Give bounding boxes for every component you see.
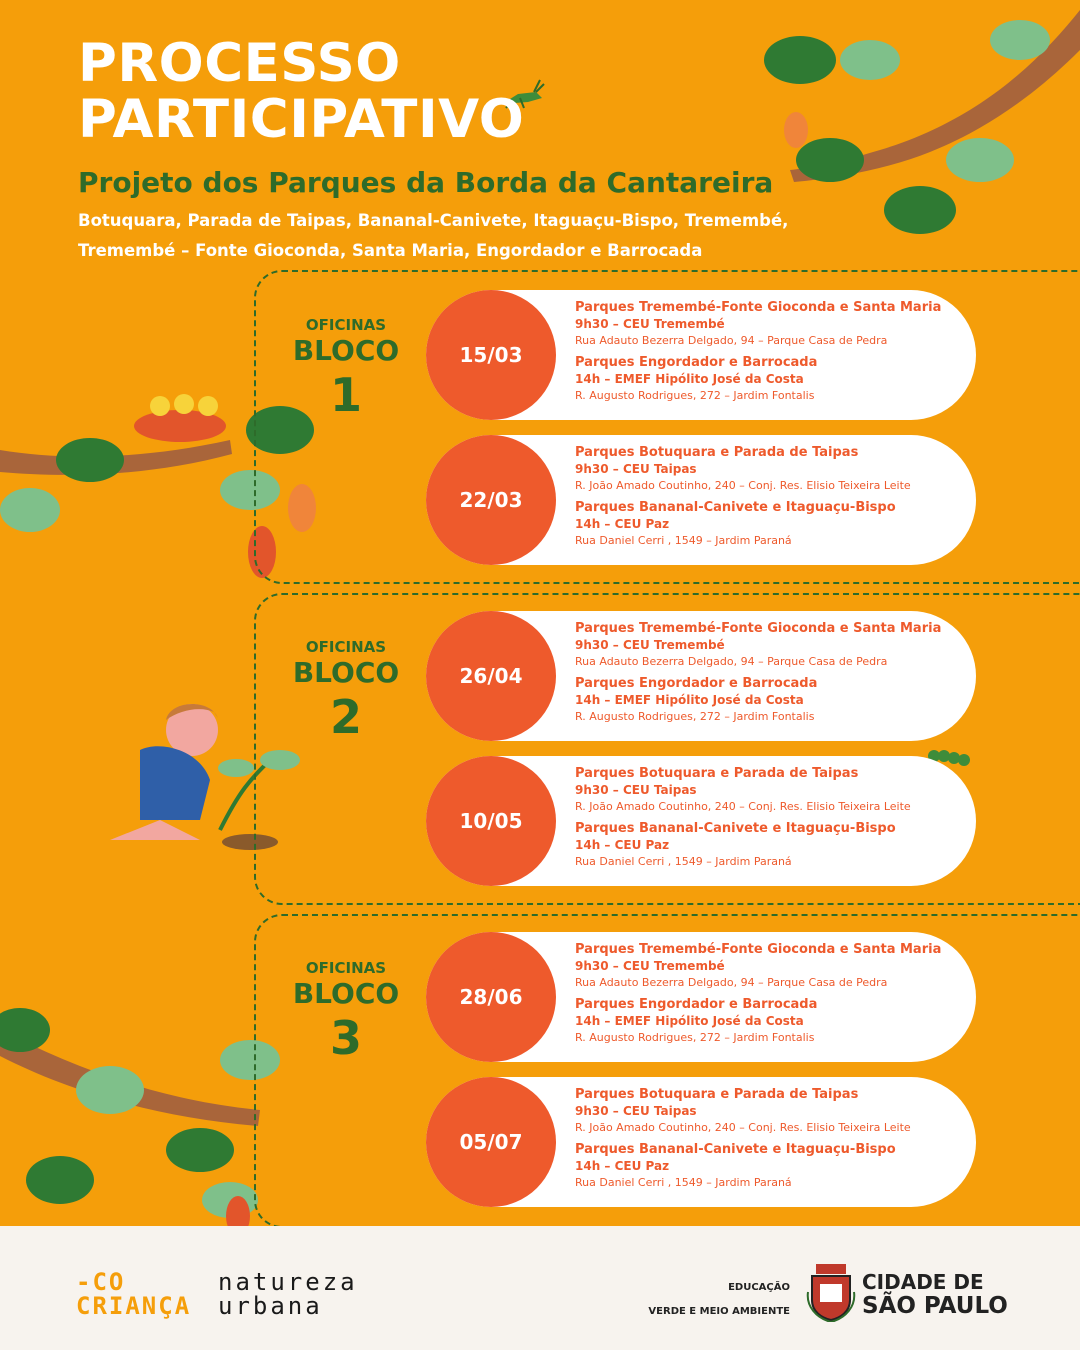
date-card-15-03 — [426, 290, 976, 420]
date-badge: 22/03 — [426, 435, 556, 565]
date-badge: 15/03 — [426, 290, 556, 420]
event-item — [575, 1086, 965, 1136]
bloco-number: 2 — [329, 690, 362, 744]
natureza-logo-line-1: natureza — [218, 1268, 358, 1296]
date-card-05-07 — [426, 1077, 976, 1207]
event-list — [575, 299, 965, 409]
city-line-1: CIDADE DE — [862, 1270, 984, 1294]
event-time: 9h30 – CEU Tremembé — [575, 638, 725, 652]
date-card-26-04 — [426, 611, 976, 741]
event-name: Parques Engordador e Barrocada — [575, 997, 818, 1012]
event-address: R. João Amado Coutinho, 240 – Conj. Res. Elisio Teixeira Leite — [575, 479, 911, 492]
event-name: Parques Botuquara e Parada de Taipas — [575, 445, 859, 460]
event-address: R. Augusto Rodrigues, 272 – Jardim Fontalis — [575, 1031, 815, 1044]
bloco-label-big: BLOCO — [292, 977, 400, 1010]
event-time: 9h30 – CEU Taipas — [575, 1104, 697, 1118]
event-time: 9h30 – CEU Taipas — [575, 462, 697, 476]
event-name: Parques Tremembé-Fonte Gioconda e Santa Maria — [575, 300, 942, 315]
event-name: Parques Bananal-Canivete e Itaguaçu-Bispo — [575, 500, 896, 515]
event-address: Rua Daniel Cerri , 1549 – Jardim Paraná — [575, 534, 792, 547]
secretaria-verde-meio-ambiente: VERDE E MEIO AMBIENTE — [648, 1306, 790, 1317]
cocrianca-logo-line-1: -CO — [76, 1268, 126, 1296]
bloco-label-big: BLOCO — [292, 334, 400, 367]
event-name: Parques Tremembé-Fonte Gioconda e Santa Maria — [575, 942, 942, 957]
bloco-1-label — [286, 316, 406, 422]
event-time: 9h30 – CEU Tremembé — [575, 959, 725, 973]
event-item — [575, 1141, 965, 1191]
parks-line-2: Tremembé – Fonte Gioconda, Santa Maria, Engordador e Barrocada — [78, 241, 703, 260]
event-name: Parques Tremembé-Fonte Gioconda e Santa Maria — [575, 621, 942, 636]
event-address: R. João Amado Coutinho, 240 – Conj. Res. Elisio Teixeira Leite — [575, 1121, 911, 1134]
cocrianca-logo — [76, 1270, 191, 1318]
city-logo — [862, 1270, 1008, 1318]
natureza-logo-line-2: urbana — [218, 1292, 323, 1320]
event-item — [575, 354, 965, 404]
page-title — [78, 33, 525, 150]
event-address: Rua Daniel Cerri , 1549 – Jardim Paraná — [575, 855, 792, 868]
event-list — [575, 941, 965, 1051]
event-name: Parques Bananal-Canivete e Itaguaçu-Bispo — [575, 1142, 896, 1157]
event-item — [575, 620, 965, 670]
event-item — [575, 499, 965, 549]
bloco-label-small: OFICINAS — [305, 638, 387, 656]
date-badge: 10/05 — [426, 756, 556, 886]
event-time: 14h – CEU Paz — [575, 838, 670, 852]
date-card-28-06 — [426, 932, 976, 1062]
event-item — [575, 941, 965, 991]
event-time: 14h – EMEF Hipólito José da Costa — [575, 1014, 804, 1028]
event-item — [575, 444, 965, 494]
event-item — [575, 765, 965, 815]
event-item — [575, 299, 965, 349]
event-address: R. Augusto Rodrigues, 272 – Jardim Fontalis — [575, 710, 815, 723]
bloco-number: 1 — [329, 368, 362, 422]
event-name: Parques Engordador e Barrocada — [575, 676, 818, 691]
bloco-3-label — [286, 959, 406, 1065]
event-time: 9h30 – CEU Taipas — [575, 783, 697, 797]
bloco-label-big: BLOCO — [292, 656, 400, 689]
event-name: Parques Botuquara e Parada de Taipas — [575, 1087, 859, 1102]
date-card-22-03 — [426, 435, 976, 565]
event-name: Parques Engordador e Barrocada — [575, 355, 818, 370]
event-list — [575, 1086, 965, 1196]
page-subtitle: Projeto dos Parques da Borda da Cantareira — [78, 166, 774, 199]
event-list — [575, 765, 965, 875]
title-line-1: PROCESSO — [78, 33, 401, 94]
event-address: Rua Adauto Bezerra Delgado, 94 – Parque Casa de Pedra — [575, 334, 888, 347]
event-address: R. João Amado Coutinho, 240 – Conj. Res. Elisio Teixeira Leite — [575, 800, 911, 813]
event-time: 14h – EMEF Hipólito José da Costa — [575, 372, 804, 386]
title-line-2: PARTICIPATIVO — [78, 89, 525, 150]
event-address: Rua Adauto Bezerra Delgado, 94 – Parque Casa de Pedra — [575, 655, 888, 668]
footer — [0, 1226, 1080, 1350]
event-time: 14h – CEU Paz — [575, 1159, 670, 1173]
sao-paulo-crest-icon — [806, 1262, 856, 1322]
date-badge: 05/07 — [426, 1077, 556, 1207]
event-time: 14h – EMEF Hipólito José da Costa — [575, 693, 804, 707]
event-address: Rua Daniel Cerri , 1549 – Jardim Paraná — [575, 1176, 792, 1189]
event-list — [575, 620, 965, 730]
event-time: 14h – CEU Paz — [575, 517, 670, 531]
parks-line-1: Botuquara, Parada de Taipas, Bananal-Canivete, Itaguaçu-Bispo, Tremembé, — [78, 211, 789, 230]
event-item — [575, 820, 965, 870]
event-name: Parques Botuquara e Parada de Taipas — [575, 766, 859, 781]
city-line-2: SÃO PAULO — [862, 1293, 1008, 1319]
event-item — [575, 996, 965, 1046]
bloco-number: 3 — [329, 1011, 362, 1065]
event-list — [575, 444, 965, 554]
cocrianca-logo-line-2: CRIANÇA — [76, 1292, 192, 1320]
date-card-10-05 — [426, 756, 976, 886]
parks-list — [78, 206, 798, 266]
secretaria-educacao: EDUCAÇÃO — [728, 1282, 790, 1293]
event-time: 9h30 – CEU Tremembé — [575, 317, 725, 331]
date-badge: 28/06 — [426, 932, 556, 1062]
bloco-label-small: OFICINAS — [305, 959, 387, 977]
event-item — [575, 675, 965, 725]
event-address: R. Augusto Rodrigues, 272 – Jardim Fontalis — [575, 389, 815, 402]
event-name: Parques Bananal-Canivete e Itaguaçu-Bispo — [575, 821, 896, 836]
bloco-label-small: OFICINAS — [305, 316, 387, 334]
bloco-2-label — [286, 638, 406, 744]
date-badge: 26/04 — [426, 611, 556, 741]
natureza-urbana-logo — [218, 1270, 358, 1318]
event-address: Rua Adauto Bezerra Delgado, 94 – Parque Casa de Pedra — [575, 976, 888, 989]
